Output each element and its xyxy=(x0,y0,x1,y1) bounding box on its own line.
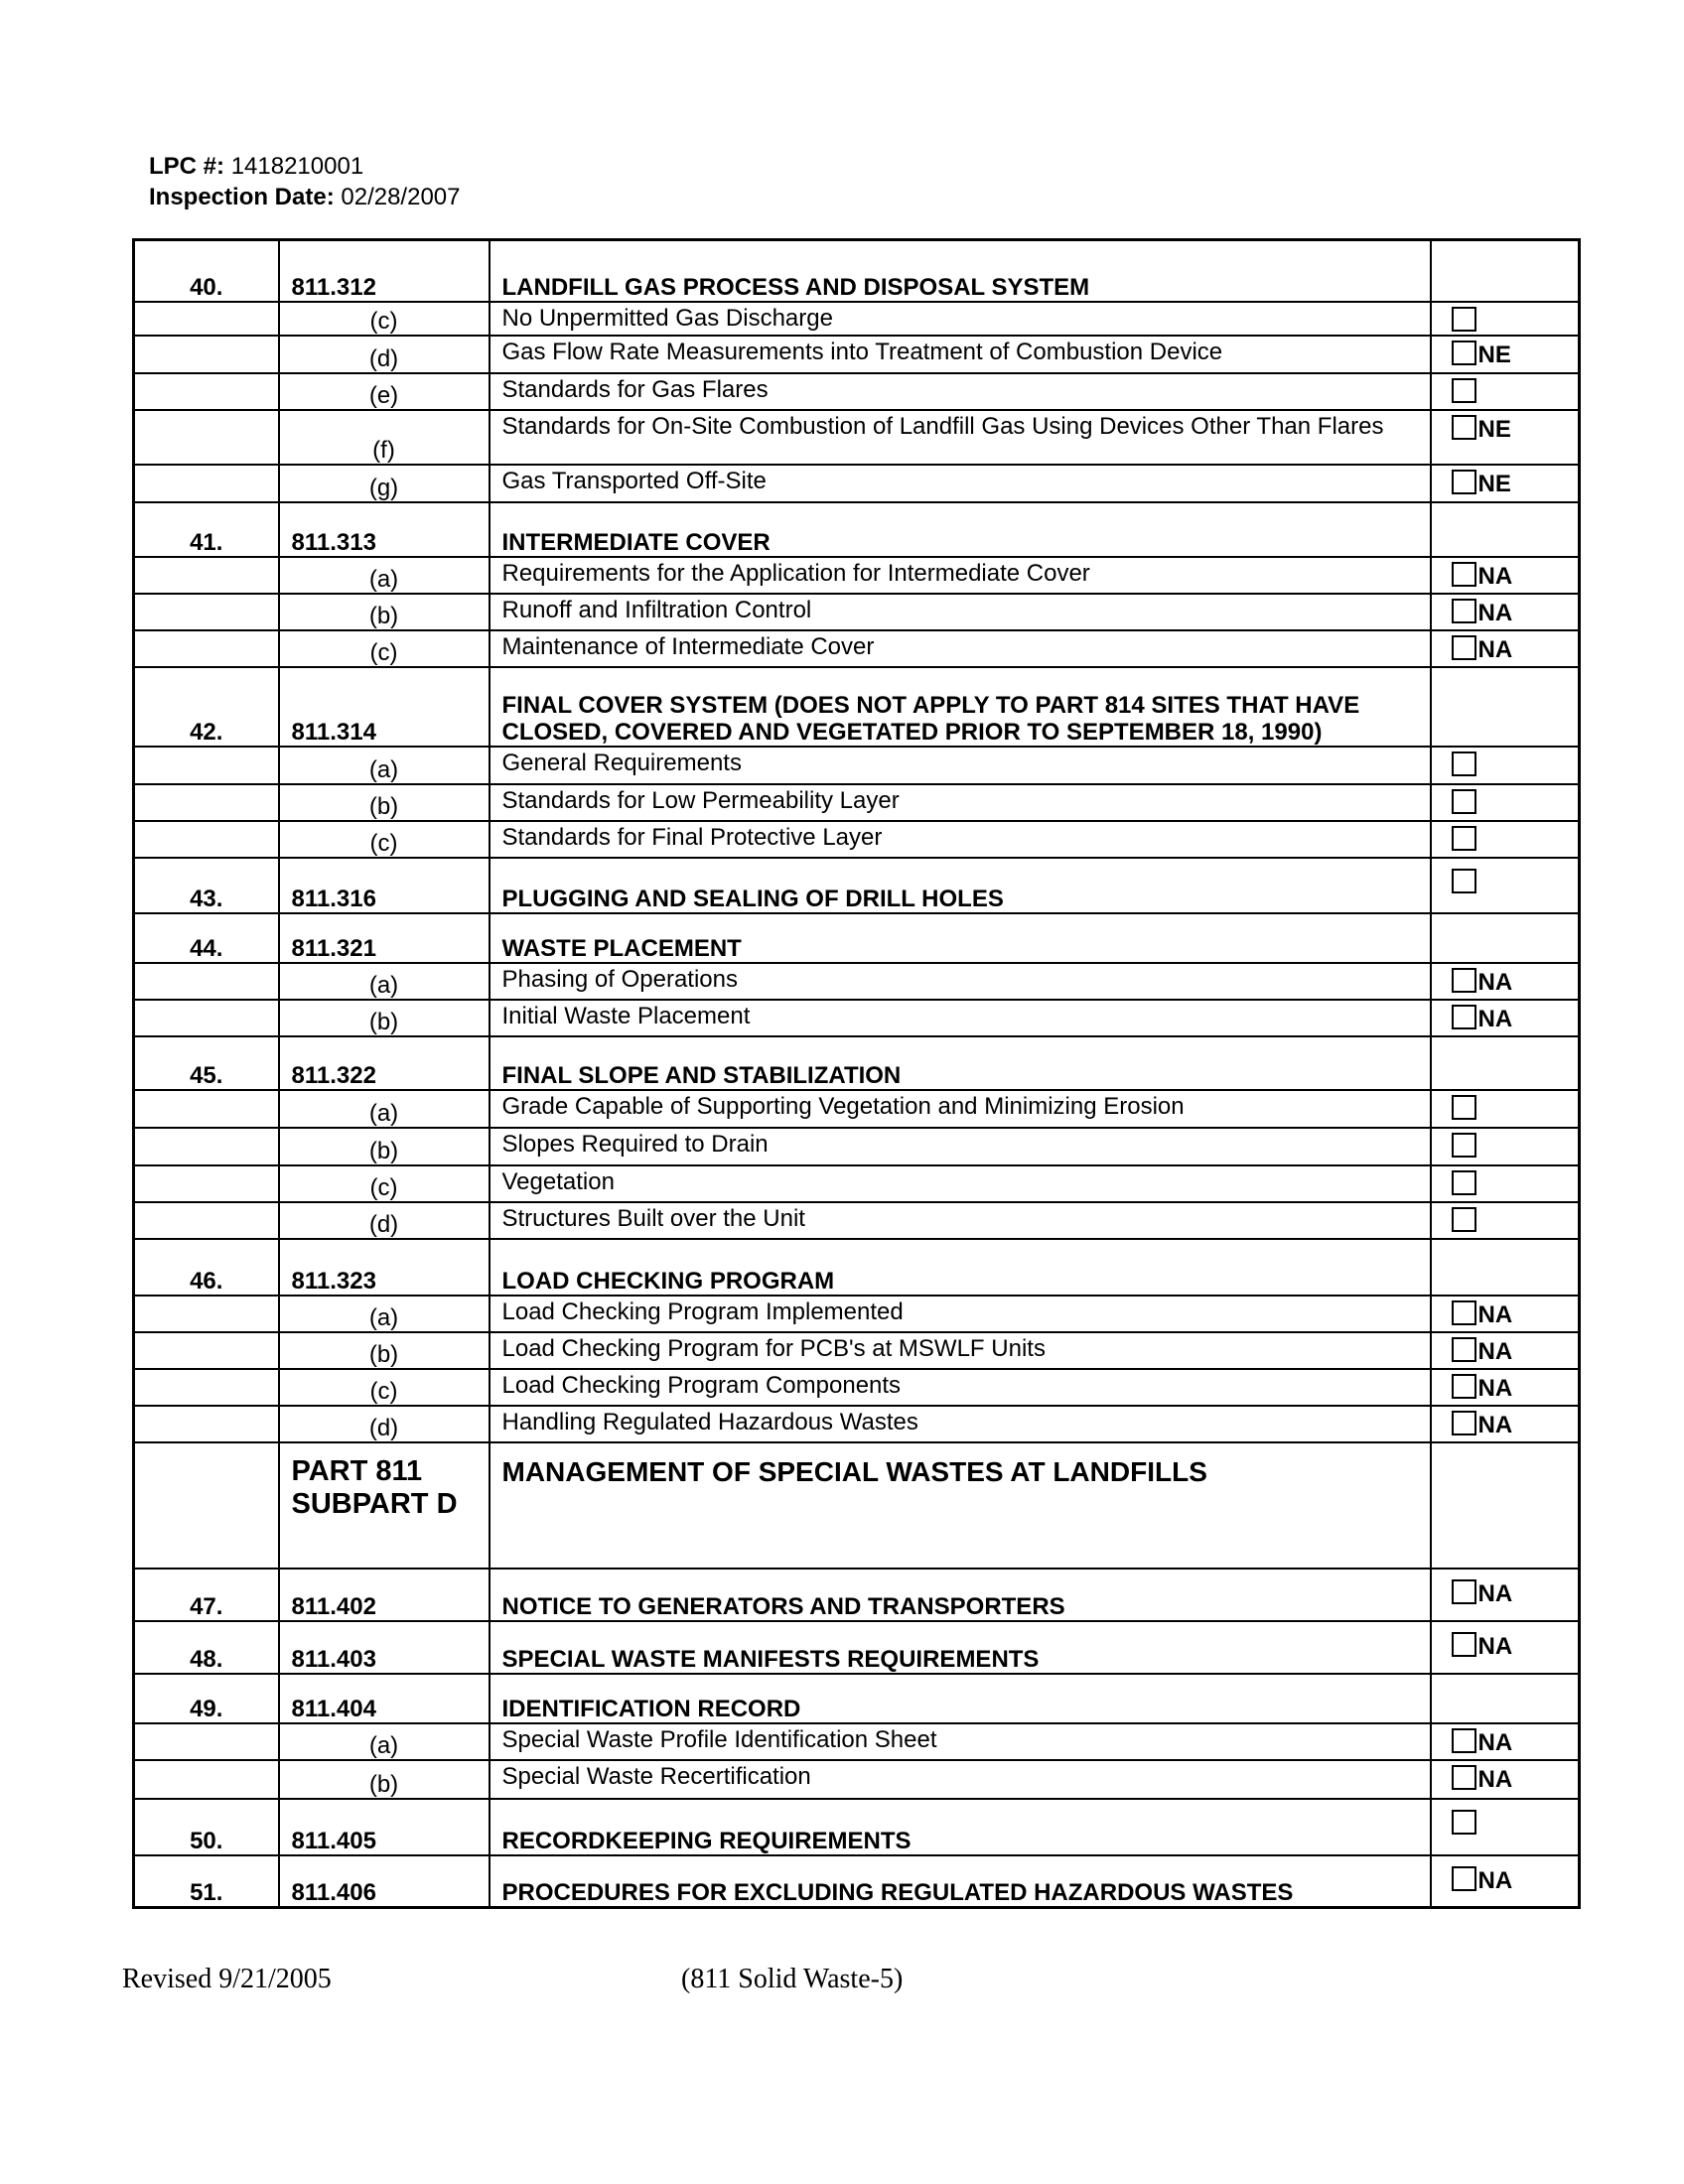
subsection-letter: (a) xyxy=(279,747,490,784)
checklist-item-row xyxy=(134,410,1580,465)
section-title: PLUGGING AND SEALING OF DRILL HOLES xyxy=(490,858,1431,913)
part-heading-row xyxy=(134,1442,1580,1569)
status-code: NA xyxy=(1477,1300,1513,1328)
status-cell xyxy=(1431,1760,1580,1799)
status-cell xyxy=(1431,1332,1580,1369)
section-number: 42. xyxy=(134,667,279,747)
status-cell xyxy=(1431,1090,1580,1128)
item-description: Vegetation xyxy=(490,1165,1431,1202)
item-number-cell xyxy=(134,302,279,336)
item-description: Standards for Gas Flares xyxy=(490,373,1431,410)
item-number-cell xyxy=(134,594,279,630)
item-number-cell xyxy=(134,630,279,667)
subsection-letter: (g) xyxy=(279,465,490,502)
section-code: 811.322 xyxy=(279,1036,490,1090)
checklist-item-row xyxy=(134,594,1580,630)
checklist-item-row xyxy=(134,1296,1580,1332)
section-number: 48. xyxy=(134,1621,279,1674)
subsection-letter: (c) xyxy=(279,821,490,858)
status-checkbox[interactable] xyxy=(1452,1300,1476,1325)
section-code: 811.313 xyxy=(279,502,490,557)
checklist-item-row xyxy=(134,963,1580,1000)
section-code: 811.402 xyxy=(279,1569,490,1621)
section-heading-row xyxy=(134,913,1580,963)
inspection-date-line xyxy=(149,182,461,212)
status-checkbox[interactable] xyxy=(1452,1207,1476,1232)
status-checkbox[interactable] xyxy=(1452,1170,1476,1195)
section-title: MANAGEMENT OF SPECIAL WASTES AT LANDFILLS xyxy=(490,1442,1431,1569)
subsection-letter: (a) xyxy=(279,1090,490,1128)
checklist-item-row xyxy=(134,784,1580,821)
section-heading-row xyxy=(134,1855,1580,1908)
section-number: 43. xyxy=(134,858,279,913)
section-heading-row xyxy=(134,1799,1580,1855)
checklist-item-row xyxy=(134,630,1580,667)
status-cell xyxy=(1431,747,1580,784)
status-code: NE xyxy=(1477,415,1511,443)
section-code: PART 811 SUBPART D xyxy=(279,1442,490,1569)
section-number: 49. xyxy=(134,1674,279,1723)
item-number-cell xyxy=(134,1202,279,1239)
checklist-item-row xyxy=(134,1000,1580,1036)
item-number-cell xyxy=(134,465,279,502)
status-cell xyxy=(1431,1406,1580,1442)
subsection-letter: (c) xyxy=(279,302,490,336)
checklist-item-row xyxy=(134,1369,1580,1406)
status-cell xyxy=(1431,667,1580,747)
status-cell xyxy=(1431,1723,1580,1760)
status-cell xyxy=(1431,1569,1580,1621)
status-cell xyxy=(1431,1621,1580,1674)
status-cell xyxy=(1431,373,1580,410)
item-number-cell xyxy=(134,410,279,465)
status-checkbox[interactable] xyxy=(1452,1005,1476,1029)
section-code: 811.403 xyxy=(279,1621,490,1674)
item-description: Phasing of Operations xyxy=(490,963,1431,1000)
inspection-date-value: 02/28/2007 xyxy=(341,184,461,210)
checklist-item-row xyxy=(134,1165,1580,1202)
status-code: NA xyxy=(1477,1374,1513,1402)
status-checkbox[interactable] xyxy=(1452,307,1476,332)
item-number-cell xyxy=(134,1369,279,1406)
section-number: 40. xyxy=(134,240,279,302)
item-number-cell xyxy=(134,373,279,410)
section-heading-row xyxy=(134,1621,1580,1674)
status-code: NA xyxy=(1477,1337,1513,1365)
status-cell xyxy=(1431,630,1580,667)
status-checkbox[interactable] xyxy=(1452,869,1476,893)
checklist-item-row xyxy=(134,373,1580,410)
section-heading-row xyxy=(134,1569,1580,1621)
subsection-letter: (b) xyxy=(279,784,490,821)
status-checkbox[interactable] xyxy=(1452,562,1476,587)
item-description: Gas Flow Rate Measurements into Treatment of Combustion Device xyxy=(490,336,1431,373)
subsection-letter: (c) xyxy=(279,1165,490,1202)
item-number-cell xyxy=(134,1128,279,1165)
status-cell xyxy=(1431,1202,1580,1239)
checklist-item-row xyxy=(134,557,1580,594)
item-number-cell xyxy=(134,784,279,821)
status-checkbox[interactable] xyxy=(1452,1133,1476,1158)
section-title: FINAL SLOPE AND STABILIZATION xyxy=(490,1036,1431,1090)
section-number: 44. xyxy=(134,913,279,963)
subsection-letter: (b) xyxy=(279,1128,490,1165)
item-description: Requirements for the Application for Intermediate Cover xyxy=(490,557,1431,594)
status-cell xyxy=(1431,1799,1580,1855)
status-cell xyxy=(1431,1296,1580,1332)
section-title: PROCEDURES FOR EXCLUDING REGULATED HAZARDOUS WASTES xyxy=(490,1855,1431,1908)
status-checkbox[interactable] xyxy=(1452,1765,1476,1790)
item-description: General Requirements xyxy=(490,747,1431,784)
item-description: Handling Regulated Hazardous Wastes xyxy=(490,1406,1431,1442)
checklist-item-row xyxy=(134,302,1580,336)
subsection-letter: (c) xyxy=(279,1369,490,1406)
status-checkbox[interactable] xyxy=(1452,378,1476,403)
status-code: NA xyxy=(1477,1005,1513,1032)
checklist-item-row xyxy=(134,1406,1580,1442)
section-title: RECORDKEEPING REQUIREMENTS xyxy=(490,1799,1431,1855)
status-cell xyxy=(1431,1036,1580,1090)
revised-date: Revised 9/21/2005 xyxy=(122,1964,332,1994)
status-checkbox[interactable] xyxy=(1452,1632,1476,1657)
subsection-letter: (b) xyxy=(279,1000,490,1036)
status-checkbox[interactable] xyxy=(1452,1411,1476,1435)
status-checkbox[interactable] xyxy=(1452,789,1476,814)
section-title: WASTE PLACEMENT xyxy=(490,913,1431,963)
status-checkbox[interactable] xyxy=(1452,341,1476,365)
item-description: Initial Waste Placement xyxy=(490,1000,1431,1036)
status-cell xyxy=(1431,913,1580,963)
item-description: Maintenance of Intermediate Cover xyxy=(490,630,1431,667)
item-description: Grade Capable of Supporting Vegetation and Minimizing Erosion xyxy=(490,1090,1431,1128)
subsection-letter: (a) xyxy=(279,1296,490,1332)
status-checkbox[interactable] xyxy=(1452,751,1476,776)
checklist-item-row xyxy=(134,747,1580,784)
status-checkbox[interactable] xyxy=(1452,415,1476,440)
status-code: NA xyxy=(1477,1411,1513,1438)
status-cell xyxy=(1431,240,1580,302)
item-number-cell xyxy=(134,336,279,373)
section-title: SPECIAL WASTE MANIFESTS REQUIREMENTS xyxy=(490,1621,1431,1674)
subsection-letter: (b) xyxy=(279,1332,490,1369)
inspection-date-label: Inspection Date: xyxy=(149,184,335,210)
status-cell xyxy=(1431,784,1580,821)
status-code: NA xyxy=(1477,1579,1513,1607)
status-cell xyxy=(1431,1442,1580,1569)
checklist-item-row xyxy=(134,1128,1580,1165)
status-checkbox[interactable] xyxy=(1452,1579,1476,1604)
section-number: 46. xyxy=(134,1239,279,1296)
item-description: Special Waste Recertification xyxy=(490,1760,1431,1799)
status-code: NA xyxy=(1477,1866,1513,1894)
subsection-letter: (a) xyxy=(279,1723,490,1760)
section-code: 811.405 xyxy=(279,1799,490,1855)
checklist-item-row xyxy=(134,1723,1580,1760)
item-number-cell xyxy=(134,1723,279,1760)
item-description: Gas Transported Off-Site xyxy=(490,465,1431,502)
item-number-cell xyxy=(134,747,279,784)
status-cell xyxy=(1431,302,1580,336)
section-title: LANDFILL GAS PROCESS AND DISPOSAL SYSTEM xyxy=(490,240,1431,302)
status-checkbox[interactable] xyxy=(1452,470,1476,494)
subsection-letter: (b) xyxy=(279,1760,490,1799)
status-checkbox[interactable] xyxy=(1452,1337,1476,1362)
status-cell xyxy=(1431,1165,1580,1202)
status-checkbox[interactable] xyxy=(1452,1374,1476,1399)
item-description: Load Checking Program for PCB's at MSWLF Units xyxy=(490,1332,1431,1369)
subsection-letter: (c) xyxy=(279,630,490,667)
subsection-letter: (f) xyxy=(279,410,490,465)
status-checkbox[interactable] xyxy=(1452,1095,1476,1120)
item-number-cell xyxy=(134,821,279,858)
status-cell xyxy=(1431,1369,1580,1406)
status-cell xyxy=(1431,1000,1580,1036)
status-checkbox[interactable] xyxy=(1452,1866,1476,1891)
status-checkbox[interactable] xyxy=(1452,968,1476,993)
status-code: NA xyxy=(1477,562,1513,590)
subsection-letter: (a) xyxy=(279,557,490,594)
section-number: 51. xyxy=(134,1855,279,1908)
item-description: Runoff and Infiltration Control xyxy=(490,594,1431,630)
status-cell xyxy=(1431,594,1580,630)
item-number-cell xyxy=(134,1090,279,1128)
section-code: 811.406 xyxy=(279,1855,490,1908)
section-code: 811.321 xyxy=(279,913,490,963)
section-heading-row xyxy=(134,502,1580,557)
item-number-cell xyxy=(134,1332,279,1369)
status-checkbox[interactable] xyxy=(1452,1810,1476,1835)
item-description: Load Checking Program Implemented xyxy=(490,1296,1431,1332)
checklist-item-row xyxy=(134,1332,1580,1369)
status-code: NA xyxy=(1477,968,1513,996)
item-number-cell xyxy=(134,963,279,1000)
section-heading-row xyxy=(134,1674,1580,1723)
section-code: 811.404 xyxy=(279,1674,490,1723)
subsection-letter: (d) xyxy=(279,1406,490,1442)
checklist-item-row xyxy=(134,1202,1580,1239)
subsection-letter: (d) xyxy=(279,336,490,373)
item-description: Standards for On-Site Combustion of Landfill Gas Using Devices Other Than Flares xyxy=(490,410,1431,465)
status-cell xyxy=(1431,1674,1580,1723)
item-description: Slopes Required to Drain xyxy=(490,1128,1431,1165)
status-checkbox[interactable] xyxy=(1452,635,1476,660)
status-code: NA xyxy=(1477,635,1513,663)
status-cell xyxy=(1431,821,1580,858)
subsection-letter: (a) xyxy=(279,963,490,1000)
status-cell xyxy=(1431,465,1580,502)
page-label: (811 Solid Waste-5) xyxy=(681,1964,904,1994)
section-heading-row xyxy=(134,1036,1580,1090)
checklist-item-row xyxy=(134,1760,1580,1799)
section-number xyxy=(134,1442,279,1569)
checklist-item-row xyxy=(134,1090,1580,1128)
section-code: 811.323 xyxy=(279,1239,490,1296)
item-description: Standards for Final Protective Layer xyxy=(490,821,1431,858)
item-description: Load Checking Program Components xyxy=(490,1369,1431,1406)
lpc-label: LPC #: xyxy=(149,153,225,180)
status-cell xyxy=(1431,410,1580,465)
section-title: NOTICE TO GENERATORS AND TRANSPORTERS xyxy=(490,1569,1431,1621)
lpc-value: 1418210001 xyxy=(230,153,364,180)
section-number: 45. xyxy=(134,1036,279,1090)
status-cell xyxy=(1431,502,1580,557)
status-cell xyxy=(1431,1128,1580,1165)
subsection-letter: (e) xyxy=(279,373,490,410)
section-code: 811.316 xyxy=(279,858,490,913)
section-title: IDENTIFICATION RECORD xyxy=(490,1674,1431,1723)
item-description: Structures Built over the Unit xyxy=(490,1202,1431,1239)
item-number-cell xyxy=(134,1165,279,1202)
section-heading-row xyxy=(134,1239,1580,1296)
section-heading-row xyxy=(134,858,1580,913)
status-checkbox[interactable] xyxy=(1452,826,1476,851)
checklist-item-row xyxy=(134,821,1580,858)
item-number-cell xyxy=(134,1760,279,1799)
section-heading-row xyxy=(134,667,1580,747)
checklist-body xyxy=(134,240,1580,1908)
status-code: NA xyxy=(1477,1728,1513,1756)
item-description: No Unpermitted Gas Discharge xyxy=(490,302,1431,336)
status-checkbox[interactable] xyxy=(1452,599,1476,623)
inspection-checklist-table xyxy=(132,238,1581,1909)
status-cell xyxy=(1431,1855,1580,1908)
item-description: Special Waste Profile Identification Sheet xyxy=(490,1723,1431,1760)
item-number-cell xyxy=(134,557,279,594)
item-number-cell xyxy=(134,1000,279,1036)
section-title: FINAL COVER SYSTEM (DOES NOT APPLY TO PART 814 SITES THAT HAVE CLOSED, COVERED AND VEGETATED PRIOR TO SEPTEMBER 18, 1990) xyxy=(490,667,1431,747)
section-title: LOAD CHECKING PROGRAM xyxy=(490,1239,1431,1296)
section-number: 50. xyxy=(134,1799,279,1855)
subsection-letter: (b) xyxy=(279,594,490,630)
section-title: INTERMEDIATE COVER xyxy=(490,502,1431,557)
status-cell xyxy=(1431,858,1580,913)
status-code: NA xyxy=(1477,599,1513,626)
section-heading-row xyxy=(134,240,1580,302)
item-number-cell xyxy=(134,1296,279,1332)
status-code: NA xyxy=(1477,1632,1513,1660)
status-cell xyxy=(1431,963,1580,1000)
status-code: NE xyxy=(1477,470,1511,497)
status-code: NE xyxy=(1477,341,1511,368)
section-code: 811.314 xyxy=(279,667,490,747)
item-number-cell xyxy=(134,1406,279,1442)
section-number: 47. xyxy=(134,1569,279,1621)
lpc-line xyxy=(149,151,461,182)
checklist-item-row xyxy=(134,336,1580,373)
subsection-letter: (d) xyxy=(279,1202,490,1239)
status-checkbox[interactable] xyxy=(1452,1728,1476,1753)
checklist-item-row xyxy=(134,465,1580,502)
status-cell xyxy=(1431,1239,1580,1296)
status-cell xyxy=(1431,557,1580,594)
document-header xyxy=(149,151,461,212)
item-description: Standards for Low Permeability Layer xyxy=(490,784,1431,821)
status-code: NA xyxy=(1477,1765,1513,1793)
status-cell xyxy=(1431,336,1580,373)
section-code: 811.312 xyxy=(279,240,490,302)
section-number: 41. xyxy=(134,502,279,557)
